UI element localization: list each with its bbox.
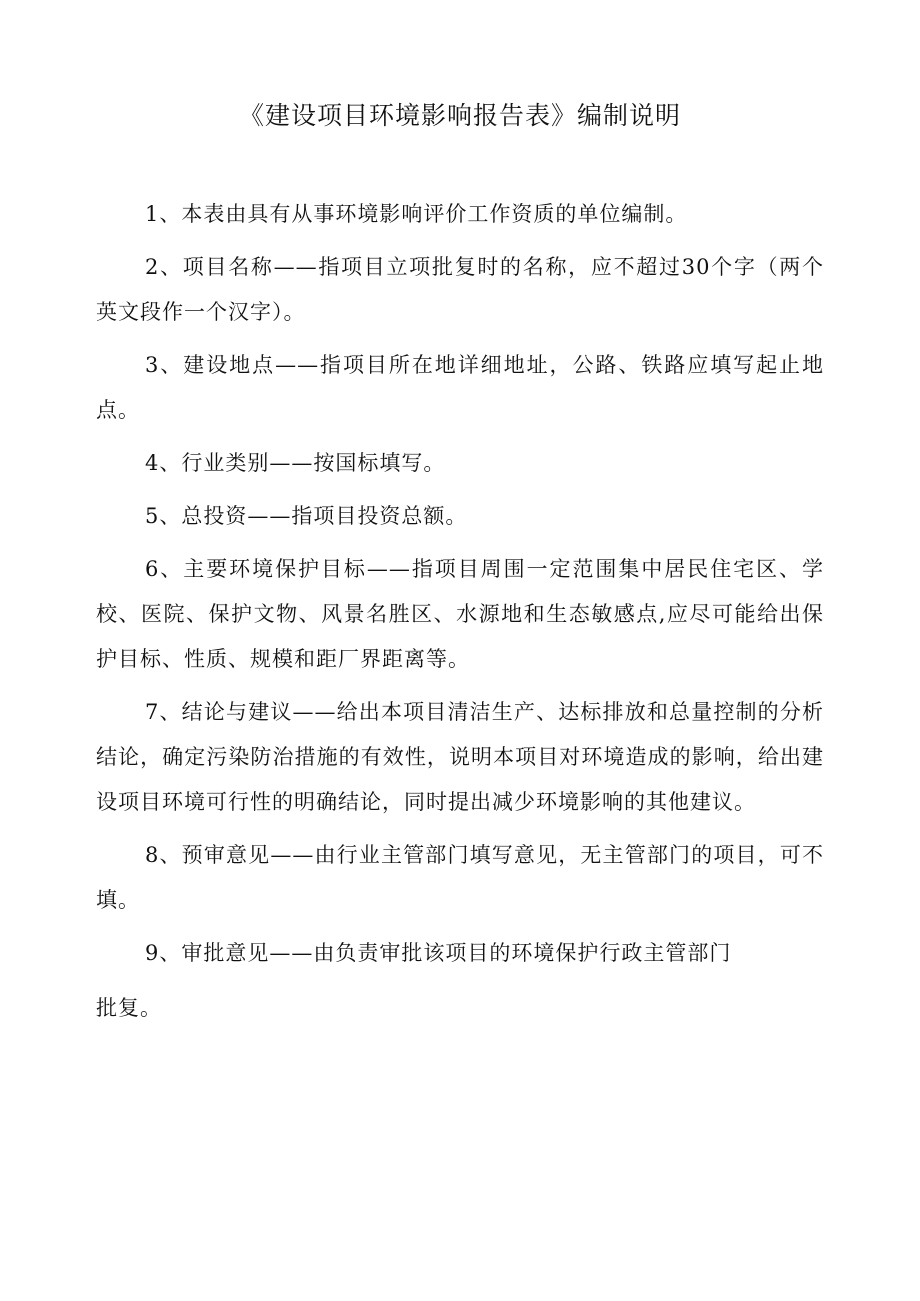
instruction-item-6: 6、主要环境保护目标——指项目周围一定范围集中居民住宅区、学校、医院、保护文物、风景名胜区、水源地和生态敏感点,应尽可能给出保护目标、性质、规模和距厂界距离等。	[96, 557, 824, 671]
instruction-item-9: 9、审批意见——由负责审批该项目的环境保护行政主管部门	[145, 941, 732, 965]
instruction-item-1: 1、本表由具有从事环境影响评价工作资质的单位编制。	[145, 202, 688, 226]
instruction-item-8: 8、预审意见——由行业主管部门填写意见，无主管部门的项目，可不填。	[96, 843, 824, 912]
instruction-item-9-continuation: 批复。	[96, 996, 162, 1020]
instruction-item-4: 4、行业类别——按国标填写。	[145, 451, 446, 475]
instruction-item-7: 7、结论与建议——给出本项目清洁生产、达标排放和总量控制的分析结论，确定污染防治措施的有效性，说明本项目对环境造成的影响，给出建设项目环境可行性的明确结论，同时提出减少环境影响的其他建议。	[96, 700, 824, 814]
instruction-item-2: 2、项目名称——指项目立项批复时的名称，应不超过30个字（两个英文段作一个汉字）。	[96, 255, 824, 324]
document-body	[96, 192, 824, 1039]
document-title: 《建设项目环境影响报告表》编制说明	[238, 101, 681, 130]
instruction-item-5: 5、总投资——指项目投资总额。	[145, 504, 468, 528]
instruction-item-3: 3、建设地点——指项目所在地详细地址，公路、铁路应填写起止地点。	[96, 353, 824, 422]
